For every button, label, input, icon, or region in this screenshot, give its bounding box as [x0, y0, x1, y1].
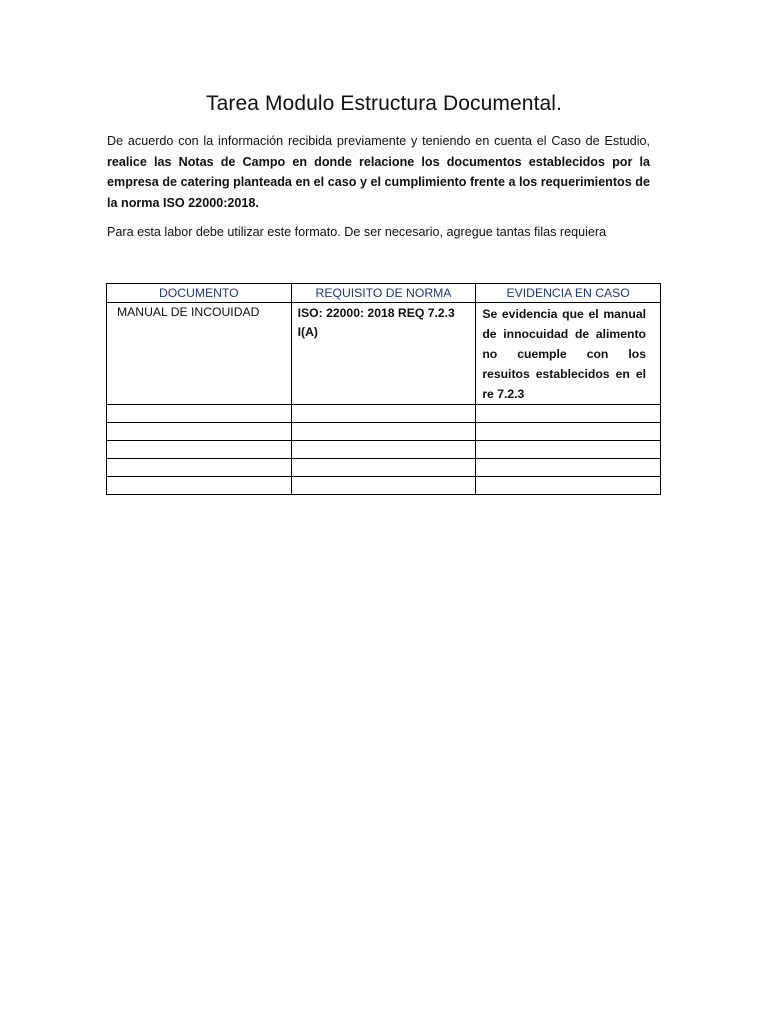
cell-evidencia	[476, 459, 661, 477]
cell-documento	[107, 423, 292, 441]
table-header-row	[107, 284, 661, 303]
cell-documento	[107, 477, 292, 495]
cell-evidencia	[476, 423, 661, 441]
cell-evidencia	[476, 441, 661, 459]
table-row	[107, 459, 661, 477]
cell-requisito	[291, 477, 476, 495]
instruction-paragraph: Para esta labor debe utilizar este formato. De ser necesario, agregue tantas filas requiera	[107, 225, 607, 239]
cell-requisito	[291, 405, 476, 423]
cell-evidencia	[476, 405, 661, 423]
cell-documento: MANUAL DE INCOUIDAD	[107, 303, 292, 405]
header-requisito: REQUISITO DE NORMA	[291, 284, 476, 303]
table-row	[107, 423, 661, 441]
cell-requisito: ISO: 22000: 2018 REQ 7.2.3 I(A)	[291, 303, 476, 405]
intro-paragraph	[107, 131, 650, 213]
table-row	[107, 441, 661, 459]
cell-requisito	[291, 423, 476, 441]
cell-evidencia: Se evidencia que el manual de innocuidad de alimento no cuemple con los resuitos establecidos en el re 7.2.3	[476, 303, 661, 405]
document-title: Tarea Modulo Estructura Documental.	[206, 92, 562, 115]
intro-first-line: De acuerdo con la información recibida previamente y teniendo en cuenta el Caso de Estudio,	[107, 134, 650, 148]
intro-bold-text: realice las Notas de Campo en donde relacione los documentos establecidos por la empresa de catering planteada en el caso y el cumplimiento frente a los requerimientos de la norma ISO 22000:2018.	[107, 154, 650, 210]
table-row	[107, 477, 661, 495]
cell-requisito	[291, 441, 476, 459]
cell-evidencia	[476, 477, 661, 495]
table-row	[107, 405, 661, 423]
cell-documento	[107, 441, 292, 459]
cell-documento	[107, 405, 292, 423]
header-documento: DOCUMENTO	[107, 284, 292, 303]
cell-requisito	[291, 459, 476, 477]
field-notes-table	[106, 283, 661, 495]
cell-documento	[107, 459, 292, 477]
header-evidencia: EVIDENCIA EN CASO	[476, 284, 661, 303]
table-row	[107, 303, 661, 405]
